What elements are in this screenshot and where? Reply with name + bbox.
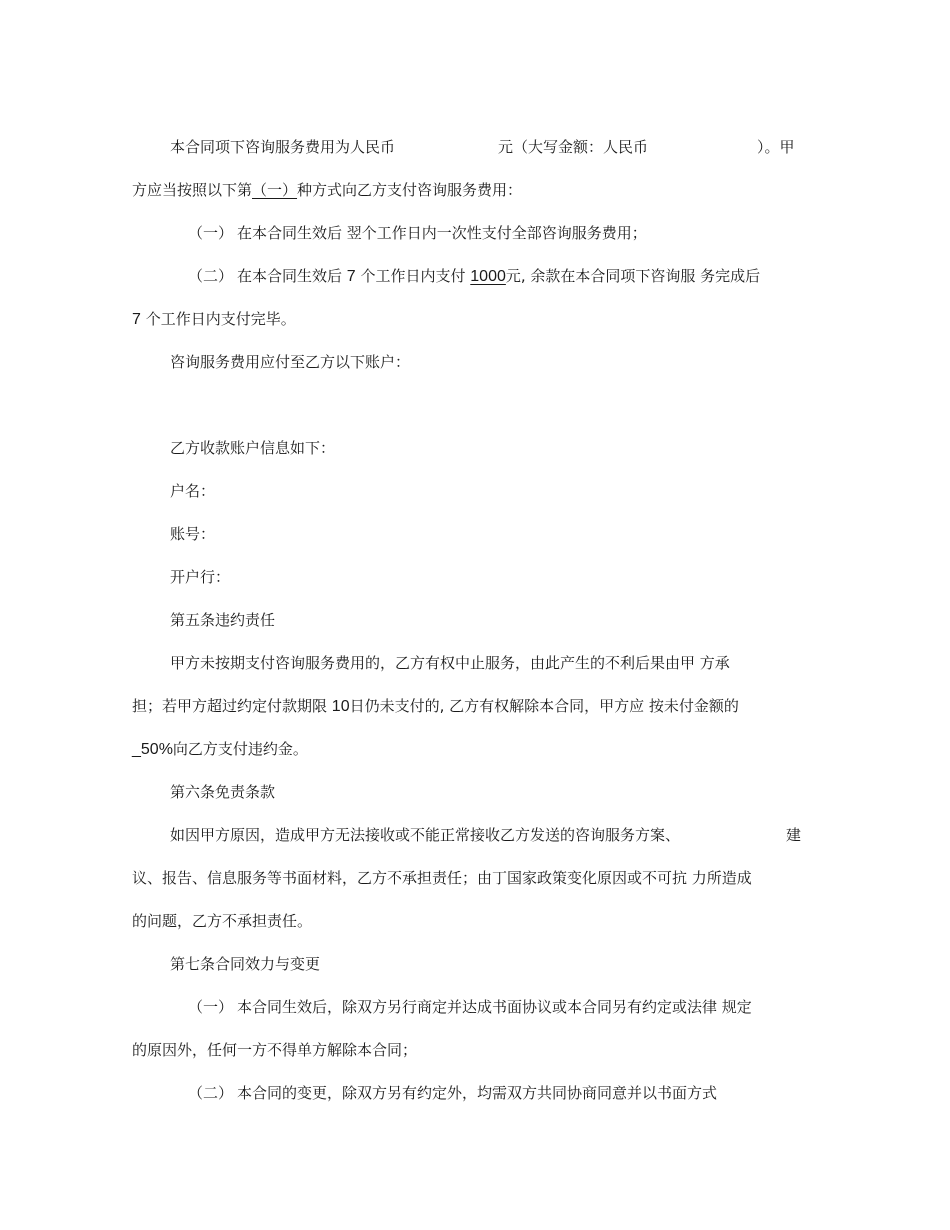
account-bank-label [170, 567, 230, 587]
article-6-title-text: 第六条免责条款 [170, 783, 276, 801]
option-2-text-c: 元, 余款在本合同项下咨询服 务完成后 [505, 267, 761, 285]
article-5-line-1 [170, 653, 730, 673]
account-info-heading [170, 438, 335, 458]
payment-choice: （一） [252, 181, 298, 199]
account-number-label [170, 524, 215, 544]
payment-option-1 [188, 223, 233, 243]
article-7-item-1-text: 本合同生效后，除双方另行商定并达成书面协议或本合同另有约定或法律 规定 [237, 998, 752, 1016]
article-7-item-1-marker [188, 997, 233, 1017]
option-2-line2-text: 个工作日内支付完毕。 [145, 310, 296, 328]
account-name-text: 户名： [170, 482, 216, 500]
fee-line-2 [132, 180, 522, 200]
article-6-p1-a: 如因甲方原因，造成甲方无法接收或不能正常接收乙方发送的咨询服务方案、 [170, 826, 681, 844]
article-5-title-text: 第五条违约责任 [170, 611, 276, 629]
fee-text-c: ）。甲 [757, 138, 795, 156]
fee-text-b: 元（大写金额：人民币 [498, 138, 649, 156]
option-2-marker: （二） [188, 267, 234, 285]
fee-line2-text-a: 方应当按照以下第 [132, 181, 253, 199]
article-5-line-2 [132, 696, 739, 717]
article-6-line-1-end [786, 825, 801, 845]
article-5-title [170, 610, 275, 630]
article-7-title [170, 954, 320, 974]
article-5-p2-a: 担；若甲方超过约定付款期限 [132, 697, 328, 715]
article-7-item-1-line-2 [132, 1040, 417, 1060]
article-5-p3-b: 向乙方支付违约金。 [172, 740, 308, 758]
article-7-item-2-marker-text: （二） [188, 1084, 234, 1102]
payment-option-2-line-2 [132, 309, 296, 330]
article-5-days: 10 [331, 698, 350, 715]
account-number-text: 账号： [170, 525, 216, 543]
option-2-text-a: 在本合同生效后 [237, 267, 343, 285]
article-7-item-1-line2-text: 的原因外，任何一方不得单方解除本合同； [132, 1041, 418, 1059]
article-6-p3: 的问题，乙方不承担责任。 [132, 912, 313, 930]
fee-line-1-b [498, 137, 648, 157]
payment-option-2-text [237, 266, 760, 287]
fee-text-a: 本合同项下咨询服务费用为人民币 [170, 138, 396, 156]
article-7-item-1-marker-text: （一） [188, 998, 234, 1016]
fee-line2-text-b: 种方式向乙方支付咨询服务费用： [297, 181, 523, 199]
article-6-title [170, 782, 275, 802]
fee-line-1 [170, 137, 395, 157]
article-5-p2-b: 日仍未支付的, 乙方有权解除本合同，甲方应 按未付金额的 [349, 697, 739, 715]
article-6-p1-b: 建 [786, 826, 802, 844]
article-5-rate: _50% [132, 741, 173, 758]
pay-to-line [170, 352, 410, 372]
option-1-text: 在本合同生效后 翌个工作日内一次性支付全部咨询服务费用； [237, 224, 647, 242]
article-7-item-1 [237, 997, 752, 1017]
article-6-line-1 [170, 825, 680, 845]
article-7-item-2-marker [188, 1083, 233, 1103]
account-info-heading-text: 乙方收款账户信息如下： [170, 439, 336, 457]
article-6-line-2 [132, 868, 752, 888]
article-5-line-3 [132, 739, 308, 760]
account-bank-text: 开户行： [170, 568, 231, 586]
article-5-p1: 甲方未按期支付咨询服务费用的，乙方有权中止服务，由此产生的不利后果由甲 方承 [170, 654, 730, 672]
article-7-title-text: 第七条合同效力与变更 [170, 955, 321, 973]
article-7-item-2 [237, 1083, 717, 1103]
option-2-days: 7 [346, 268, 356, 285]
option-1-marker: （一） [188, 224, 234, 242]
payment-option-2 [188, 266, 233, 286]
account-name-label [170, 481, 215, 501]
pay-to-text: 咨询服务费用应付至乙方以下账户： [170, 353, 411, 371]
option-2-amount: 1000 [470, 268, 506, 285]
payment-option-1-text [237, 223, 647, 243]
article-6-line-3 [132, 911, 312, 931]
article-6-p2: 议、报告、信息服务等书面材料，乙方不承担责任；由丁国家政策变化原因或不可抗 力所造成 [132, 869, 752, 887]
fee-line-1-c [757, 137, 795, 157]
option-2-line2-days: 7 [132, 311, 141, 328]
option-2-text-b: 个工作日内支付 [360, 267, 466, 285]
article-7-item-2-text: 本合同的变更，除双方另有约定外，均需双方共同协商同意并以书面方式 [237, 1084, 718, 1102]
